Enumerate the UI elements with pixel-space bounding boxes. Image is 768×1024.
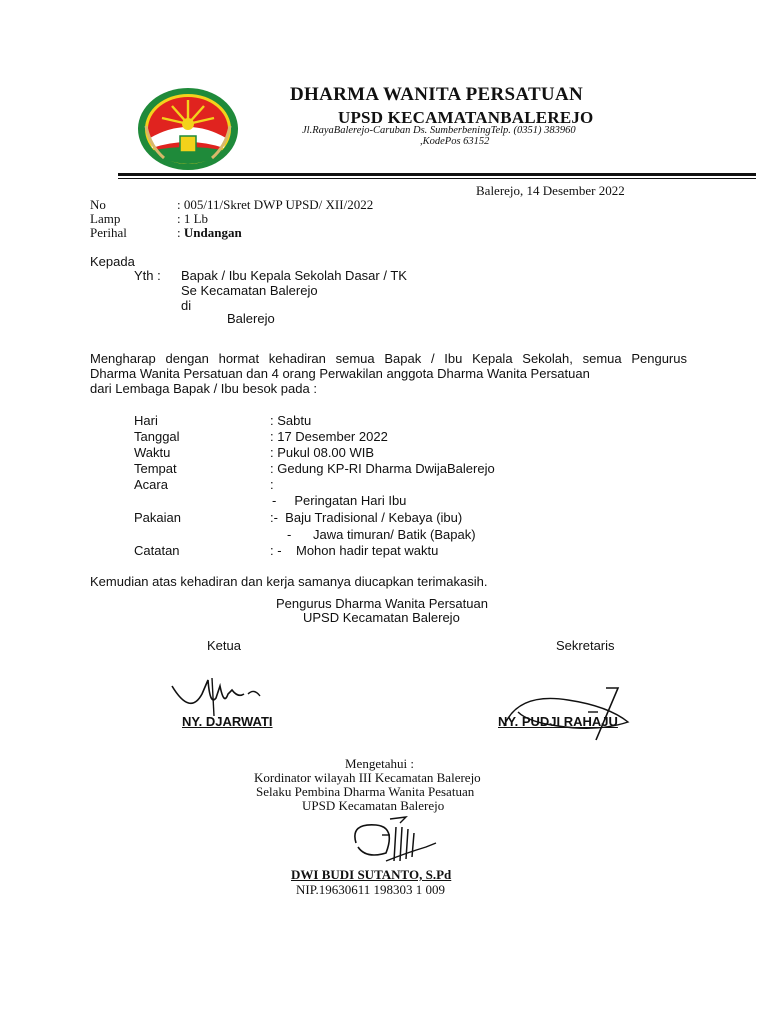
- closing-text: Kemudian atas kehadiran dan kerja samanya diucapkan terimakasih.: [90, 574, 488, 589]
- detail-label: Waktu: [134, 445, 171, 460]
- recipient-line1: Bapak / Ibu Kepala Sekolah Dasar / TK: [181, 268, 407, 283]
- recipient-line2: Se Kecamatan Balerejo: [181, 283, 318, 298]
- detail-label: Catatan: [134, 543, 180, 558]
- meta-label-perihal: Perihal: [90, 225, 127, 240]
- meta-label-lamp: Lamp: [90, 211, 121, 226]
- meta-value-lamp: : 1 Lb: [177, 211, 209, 226]
- coordinator-name: DWI BUDI SUTANTO, S.Pd: [291, 867, 452, 882]
- detail-value: : Gedung KP-RI Dharma DwijaBalerejo: [270, 461, 495, 476]
- detail-value: :- Baju Tradisional / Kebaya (ibu): [270, 510, 463, 525]
- coordinator-signature: [346, 813, 446, 869]
- coordinator-line1: Kordinator wilayah III Kecamatan Balerejo: [254, 770, 481, 785]
- meta-value-perihal: [177, 225, 242, 241]
- org-name: DHARMA WANITA PERSATUAN: [290, 84, 583, 105]
- coordinator-line2: Selaku Pembina Dharma Wanita Pesatuan: [256, 784, 475, 799]
- recipient-line4: Balerejo: [227, 311, 275, 326]
- letter-date: Balerejo, 14 Desember 2022: [476, 183, 625, 198]
- detail-value: : Pukul 08.00 WIB: [270, 445, 375, 460]
- meta-value-no: : 005/11/Skret DWP UPSD/ XII/2022: [177, 197, 374, 212]
- yth-label: Yth :: [134, 268, 161, 283]
- meta-perihal-colon: :: [177, 225, 184, 240]
- org-address-line2: ,KodePos 63152: [420, 136, 490, 147]
- header-rule-thick: [118, 173, 756, 176]
- sekretaris-title: Sekretaris: [556, 638, 615, 653]
- meta-label-no: No: [90, 197, 106, 212]
- detail-label: Tanggal: [134, 429, 180, 444]
- mengetahui-label: Mengetahui :: [345, 756, 414, 771]
- meta-perihal-subject: Undangan: [183, 225, 242, 240]
- detail-label: Acara: [134, 477, 168, 492]
- body-line2: Dharma Wanita Persatuan dan 4 orang Perwakilan anggota Dharma Wanita Persatuan: [90, 366, 590, 381]
- header-rule-thin: [118, 178, 756, 179]
- coordinator-line3: UPSD Kecamatan Balerejo: [302, 798, 445, 813]
- body-line3: dari Lembaga Bapak / Ibu besok pada :: [90, 381, 317, 396]
- detail-label: Tempat: [134, 461, 177, 476]
- detail-value: : 17 Desember 2022: [270, 429, 388, 444]
- sekretaris-name: NY. PUDJI RAHAJU: [498, 714, 618, 729]
- ketua-title: Ketua: [207, 638, 241, 653]
- recipient-line3: di: [181, 298, 192, 313]
- detail-value: : Sabtu: [270, 413, 312, 428]
- detail-value: - Peringatan Hari Ibu: [272, 493, 407, 508]
- body-line1: Mengharap dengan hormat kehadiran semua Bapak / Ibu Kepala Sekolah, semua Pengurus: [90, 351, 687, 366]
- committee-line1: Pengurus Dharma Wanita Persatuan: [276, 596, 488, 611]
- dharma-wanita-logo: [136, 86, 240, 172]
- org-subtitle: UPSD KECAMATANBALEREJO: [338, 108, 594, 127]
- detail-label: Pakaian: [134, 510, 181, 525]
- ketua-name: NY. DJARWATI: [182, 714, 273, 729]
- detail-label: Hari: [134, 413, 158, 428]
- detail-value: : - Mohon hadir tepat waktu: [270, 543, 439, 558]
- coordinator-nip: NIP.19630611 198303 1 009: [296, 882, 446, 897]
- detail-value: - Jawa timuran/ Batik (Bapak): [287, 527, 476, 542]
- committee-line2: UPSD Kecamatan Balerejo: [303, 610, 460, 625]
- org-address-line1: Jl.RayaBalerejo-Caruban Ds. SumberbeningTelp. (0351) 383960: [302, 125, 576, 136]
- kepada-label: Kepada: [90, 254, 135, 269]
- detail-value: :: [270, 477, 274, 492]
- sekretaris-signature: [498, 682, 648, 742]
